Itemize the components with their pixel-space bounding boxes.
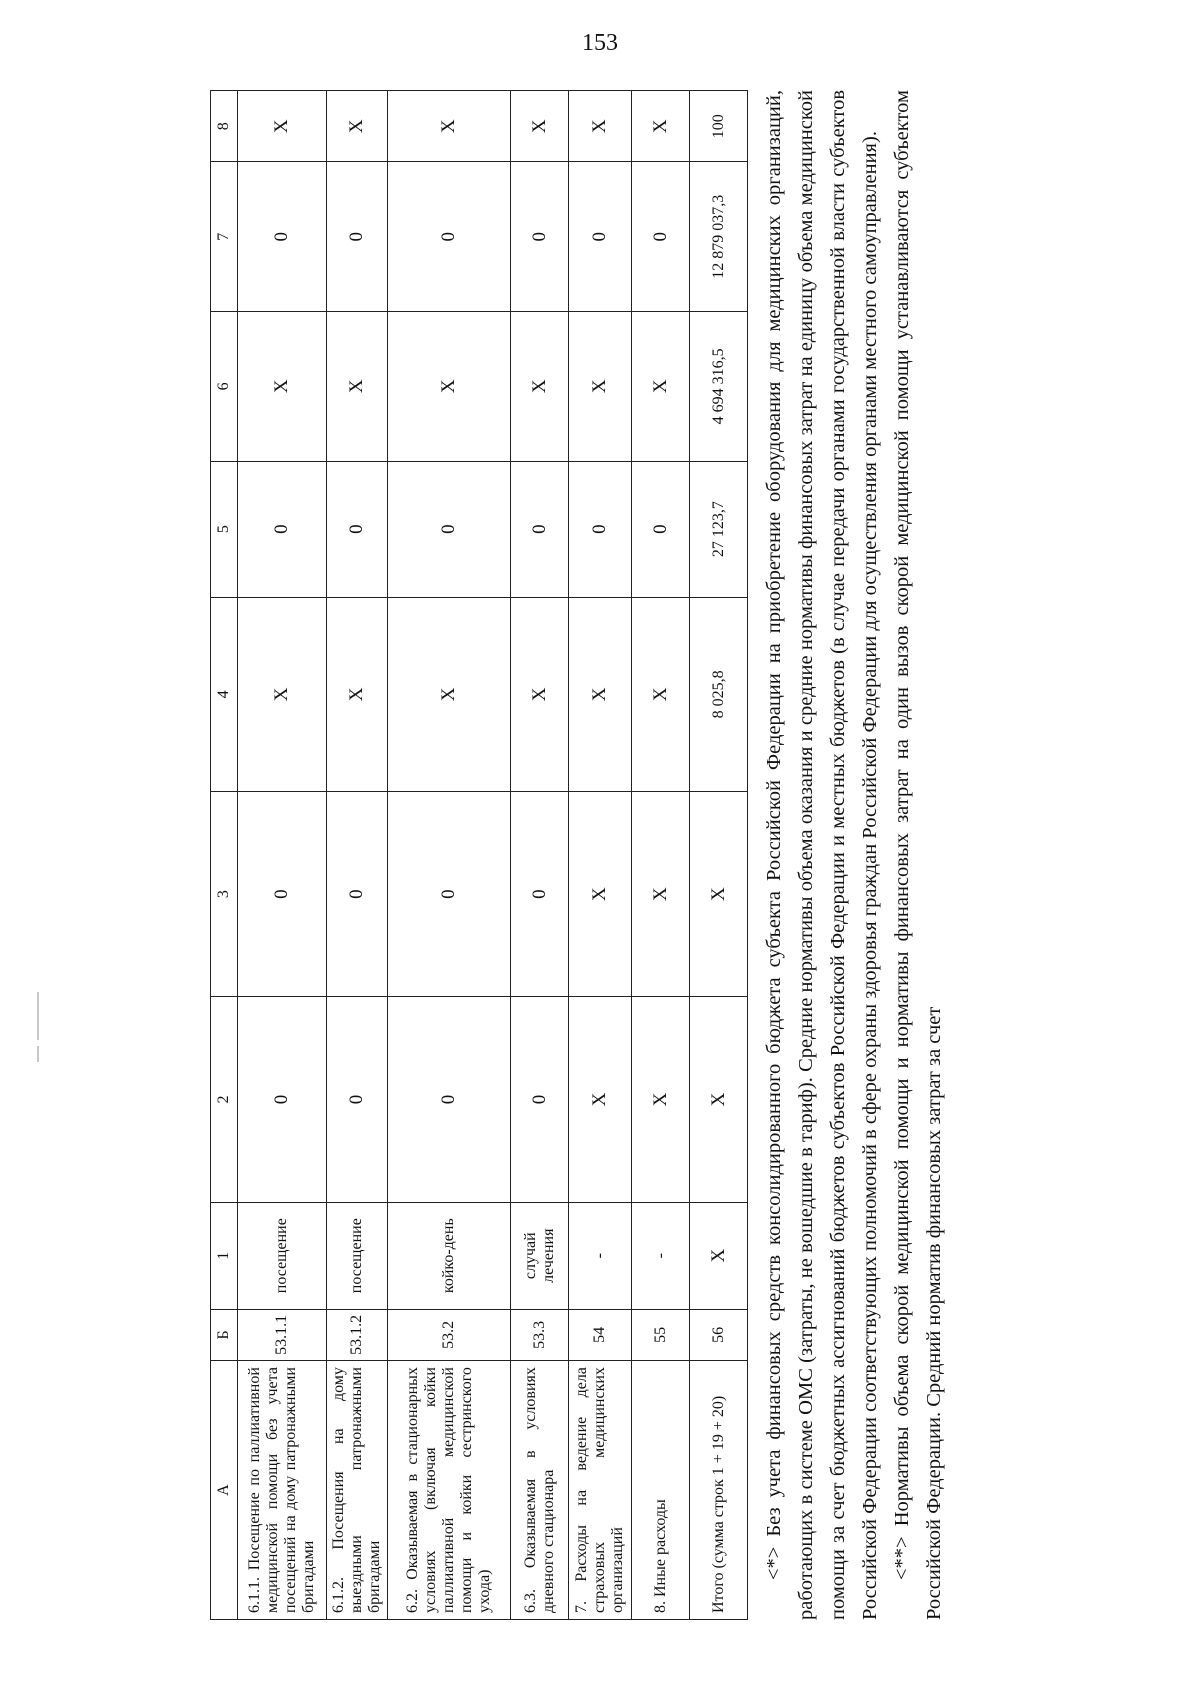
table-row <box>569 91 632 1620</box>
scan-artifact <box>37 992 39 1040</box>
value-cell: X <box>569 791 632 996</box>
value-cell: 0 <box>327 791 388 996</box>
header-cell: 1 <box>211 1202 238 1309</box>
unit-cell: X <box>690 1202 748 1309</box>
value-cell: X <box>327 91 388 162</box>
unit-cell: - <box>569 1202 632 1309</box>
table-row <box>327 91 388 1620</box>
value-cell: 0 <box>511 997 569 1202</box>
page-number: 153 <box>582 30 618 56</box>
value-cell: 0 <box>632 162 690 312</box>
value-cell: 0 <box>238 461 327 597</box>
row-name-cell: Итого (сумма строк 1 + 19 + 20) <box>690 1361 748 1620</box>
header-cell: 6 <box>211 312 238 462</box>
value-cell: X <box>327 312 388 462</box>
row-code-cell: 54 <box>569 1309 632 1360</box>
table-header-row <box>211 91 238 1620</box>
header-cell: 7 <box>211 162 238 312</box>
value-cell: X <box>511 312 569 462</box>
row-code-cell: 53.2 <box>388 1309 511 1360</box>
value-cell: X <box>632 312 690 462</box>
unit-cell: койко-день <box>388 1202 511 1309</box>
value-cell: X <box>632 597 690 791</box>
unit-cell: посещение <box>327 1202 388 1309</box>
value-cell: X <box>511 597 569 791</box>
value-cell: X <box>388 91 511 162</box>
value-cell: 0 <box>569 461 632 597</box>
table-row <box>388 91 511 1620</box>
value-cell: X <box>388 597 511 791</box>
value-cell: 0 <box>327 461 388 597</box>
scan-artifact <box>37 1046 39 1062</box>
footnote-1: <*> Без учета финансовых средств консолидированного бюджета субъекта Российской Федерации на приобретение оборудования для медицинских организаций, работающих в системе ОМС (затраты, не вошедшие в тариф). Средние нормативы объема оказания и средние нормативы финансовых затрат на единицу объема медицинской помощи за счет бюджетных ассигнований бюджетов субъектов Российской Федерации и местных бюджетов (в случае передачи органами государственной власти субъектов Российской Федерации соответствующих полномочий в сфере охраны здоровья граждан Российской Федерации для осуществления органами местного самоуправления). <box>763 90 881 1620</box>
value-cell: X <box>569 997 632 1202</box>
unit-cell: - <box>632 1202 690 1309</box>
cost-norms-table <box>210 90 748 1620</box>
header-cell: 5 <box>211 461 238 597</box>
header-cell: 3 <box>211 791 238 996</box>
row-code-cell: 55 <box>632 1309 690 1360</box>
value-cell: 27 123,7 <box>690 461 748 597</box>
value-cell: 12 879 037,3 <box>690 162 748 312</box>
row-code-cell: 53.3 <box>511 1309 569 1360</box>
table-row <box>511 91 569 1620</box>
value-cell: X <box>690 791 748 996</box>
value-cell: X <box>327 597 388 791</box>
value-cell: 0 <box>388 461 511 597</box>
value-cell: 0 <box>327 997 388 1202</box>
value-cell: 0 <box>511 162 569 312</box>
table-row <box>632 91 690 1620</box>
row-name-cell: 6.2. Оказываемая в стационарных условиях (включая койки паллиативной медицинской помощи и койки сестринского ухода) <box>388 1361 511 1620</box>
value-cell: X <box>388 312 511 462</box>
rotated-page-content <box>210 90 1090 1620</box>
header-cell: А <box>211 1361 238 1620</box>
unit-cell: посещение <box>238 1202 327 1309</box>
value-cell: X <box>511 91 569 162</box>
value-cell: X <box>238 91 327 162</box>
row-name-cell: 7. Расходы на ведение дела страховых медицинских организаций <box>569 1361 632 1620</box>
value-cell: X <box>238 597 327 791</box>
value-cell: 0 <box>632 461 690 597</box>
value-cell: X <box>690 997 748 1202</box>
unit-cell: случай лечения <box>511 1202 569 1309</box>
footnotes <box>758 90 950 1620</box>
header-cell: 8 <box>211 91 238 162</box>
value-cell: X <box>238 312 327 462</box>
footnote-2: <**> Нормативы объема скорой медицинской помощи и нормативы финансовых затрат на один вызов скорой медицинской помощи устанавливаются субъектом Российской Федерации. Средний норматив финансовых затрат за счет <box>891 90 945 1620</box>
value-cell: 8 025,8 <box>690 597 748 791</box>
value-cell: 0 <box>569 162 632 312</box>
value-cell: X <box>632 91 690 162</box>
row-name-cell: 6.3. Оказываемая в условиях дневного стационара <box>511 1361 569 1620</box>
row-name-cell: 8. Иные расходы <box>632 1361 690 1620</box>
row-name-cell: 6.1.1. Посещение по паллиативной медицинской помощи без учета посещений на дому патронажными бригадами <box>238 1361 327 1620</box>
value-cell: 0 <box>511 791 569 996</box>
value-cell: X <box>632 791 690 996</box>
value-cell: 0 <box>511 461 569 597</box>
value-cell: X <box>569 597 632 791</box>
value-cell: 0 <box>388 162 511 312</box>
row-code-cell: 53.1.2 <box>327 1309 388 1360</box>
value-cell: 0 <box>388 791 511 996</box>
header-cell: Б <box>211 1309 238 1360</box>
value-cell: 4 694 316,5 <box>690 312 748 462</box>
value-cell: 100 <box>690 91 748 162</box>
value-cell: 0 <box>327 162 388 312</box>
value-cell: X <box>632 997 690 1202</box>
value-cell: X <box>569 91 632 162</box>
value-cell: 0 <box>238 791 327 996</box>
row-name-cell: 6.1.2. Посещения на дому выездными патронажными бригадами <box>327 1361 388 1620</box>
row-code-cell: 53.1.1 <box>238 1309 327 1360</box>
value-cell: 0 <box>238 997 327 1202</box>
value-cell: X <box>569 312 632 462</box>
row-code-cell: 56 <box>690 1309 748 1360</box>
table-total-row <box>690 91 748 1620</box>
value-cell: 0 <box>238 162 327 312</box>
value-cell: 0 <box>388 997 511 1202</box>
header-cell: 4 <box>211 597 238 791</box>
table-row <box>238 91 327 1620</box>
header-cell: 2 <box>211 997 238 1202</box>
